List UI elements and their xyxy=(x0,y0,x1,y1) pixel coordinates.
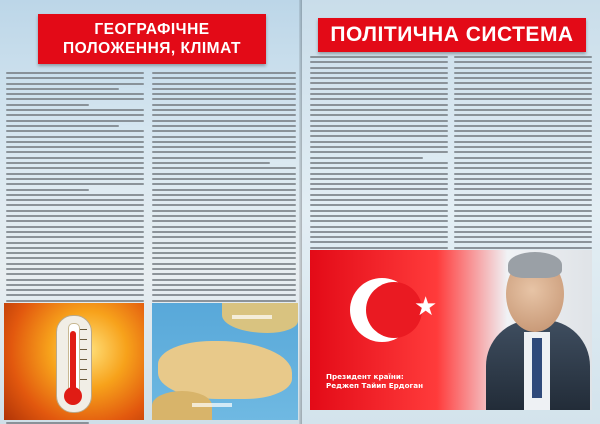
right-page xyxy=(302,0,600,424)
page-title-text: ПОЛІТИЧНА СИСТЕМА xyxy=(330,23,574,46)
star-icon: ★ xyxy=(414,292,438,322)
thermometer-image xyxy=(4,303,144,420)
page-title xyxy=(38,14,266,64)
president-photo xyxy=(310,250,592,410)
caption-line-2: Реджеп Тайип Ердоган xyxy=(326,381,424,390)
map-of-turkey-image xyxy=(152,303,298,420)
page-title-text: ГЕОГРАФІЧНЕ ПОЛОЖЕННЯ, КЛІМАТ xyxy=(63,21,241,57)
page-title xyxy=(318,18,586,52)
caption-line-1: Президент країни: xyxy=(326,372,404,381)
photo-caption xyxy=(326,372,423,390)
